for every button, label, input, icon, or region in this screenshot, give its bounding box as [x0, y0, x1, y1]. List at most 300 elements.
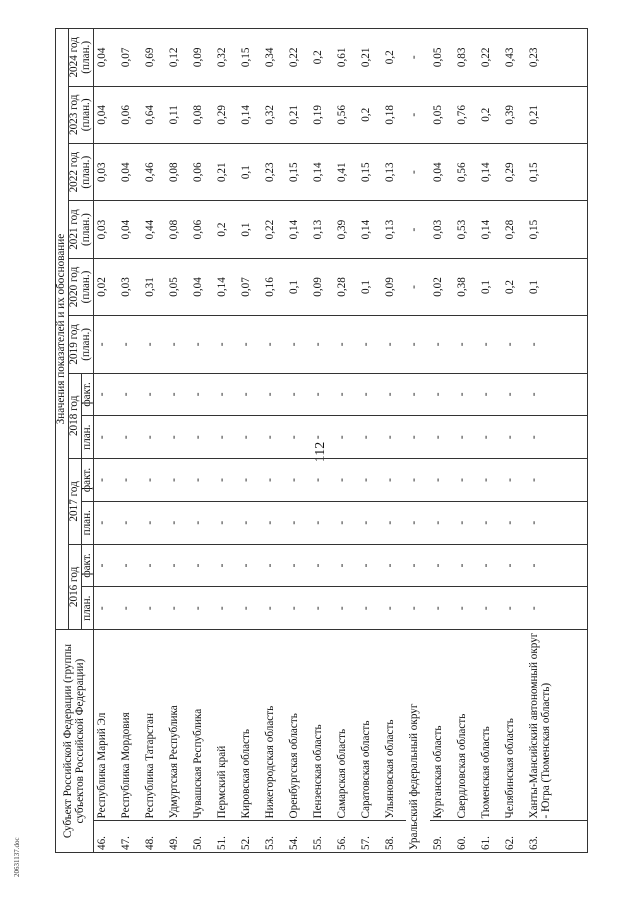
value-cell: - — [310, 416, 334, 459]
table-row — [358, 29, 382, 853]
subject-name: Курганская область — [430, 630, 454, 821]
table-row — [310, 29, 334, 853]
value-cell: 0,15 — [238, 29, 262, 87]
row-number: 46. — [94, 821, 119, 853]
value-cell: - — [262, 316, 286, 373]
value-cell: - — [382, 501, 406, 544]
year-2024-header: 2024 год (план.) — [68, 29, 94, 87]
value-cell: 0,08 — [166, 201, 190, 258]
value-cell: 0,2 — [502, 258, 526, 315]
value-cell: 0,23 — [262, 143, 286, 200]
plan-2017-header: план. — [81, 501, 94, 544]
value-cell: - — [214, 373, 238, 416]
value-cell: 0,64 — [142, 86, 166, 143]
value-cell: - — [190, 544, 214, 587]
row-number: 56. — [334, 821, 358, 853]
value-cell: 0,02 — [94, 258, 119, 315]
value-cell: 0,06 — [190, 143, 214, 200]
value-cell: - — [238, 501, 262, 544]
rotated-table-container — [55, 28, 633, 853]
value-cell: 0,56 — [454, 143, 478, 200]
table-row — [190, 29, 214, 853]
value-cell: - — [94, 373, 119, 416]
value-cell: - — [310, 373, 334, 416]
value-cell: 0,2 — [382, 29, 406, 87]
value-cell: - — [406, 258, 430, 315]
value-cell: 0,56 — [334, 86, 358, 143]
value-cell: 0,04 — [118, 201, 142, 258]
row-number: 58. — [382, 821, 406, 853]
value-cell: - — [142, 416, 166, 459]
value-cell: - — [406, 316, 430, 373]
year-2022-header: 2022 год (план.) — [68, 143, 94, 200]
value-cell: - — [118, 544, 142, 587]
value-cell: - — [478, 316, 502, 373]
subject-name: Ханты-Мансийский автономный округ - Югра (Тюменская область) — [526, 630, 588, 821]
value-cell: - — [454, 587, 478, 630]
value-cell: - — [166, 501, 190, 544]
value-cell: 0,12 — [166, 29, 190, 87]
value-cell: - — [382, 544, 406, 587]
value-cell: - — [478, 459, 502, 502]
value-cell: 0,05 — [430, 86, 454, 143]
value-cell: 0,22 — [262, 201, 286, 258]
value-cell: - — [118, 373, 142, 416]
value-cell: - — [430, 587, 454, 630]
group-header: Значения показателей и их обоснование — [56, 29, 69, 630]
subject-name: Удмуртская Республика — [166, 630, 190, 821]
value-cell: - — [142, 544, 166, 587]
value-cell: - — [382, 587, 406, 630]
value-cell: 0,21 — [358, 29, 382, 87]
value-cell: - — [334, 459, 358, 502]
value-cell: - — [406, 29, 430, 87]
table-row — [478, 29, 502, 853]
subject-name: Республика Мордовия — [118, 630, 142, 821]
row-number: 61. — [478, 821, 502, 853]
value-cell: - — [142, 316, 166, 373]
value-cell: 0,02 — [430, 258, 454, 315]
subject-header: Субъект Российской Федерации (группы субъектов Российской Федерации) — [56, 630, 94, 853]
value-cell: 0,32 — [214, 29, 238, 87]
value-cell: - — [286, 316, 310, 373]
value-cell: - — [142, 587, 166, 630]
value-cell: - — [310, 459, 334, 502]
value-cell: 0,05 — [430, 29, 454, 87]
district-name: Уральский федеральный округ — [406, 630, 430, 853]
value-cell: - — [190, 501, 214, 544]
value-cell: 0,29 — [502, 143, 526, 200]
value-cell: 0,03 — [94, 143, 119, 200]
value-cell: - — [454, 316, 478, 373]
value-cell: - — [238, 416, 262, 459]
subject-name: Нижегородская область — [262, 630, 286, 821]
value-cell: 0,53 — [454, 201, 478, 258]
value-cell: - — [142, 373, 166, 416]
value-cell: - — [526, 587, 588, 630]
value-cell: - — [526, 316, 588, 373]
row-number: 47. — [118, 821, 142, 853]
value-cell: - — [190, 316, 214, 373]
value-cell: 0,38 — [454, 258, 478, 315]
value-cell: 0,13 — [382, 201, 406, 258]
value-cell: 0,21 — [526, 86, 588, 143]
value-cell: 0,09 — [310, 258, 334, 315]
value-cell: - — [358, 501, 382, 544]
value-cell: - — [430, 316, 454, 373]
year-2021-header: 2021 год (план.) — [68, 201, 94, 258]
value-cell: - — [430, 501, 454, 544]
subject-name: Самарская область — [334, 630, 358, 821]
value-cell: - — [406, 459, 430, 502]
value-cell: - — [358, 587, 382, 630]
page-number: 112 — [313, 441, 328, 463]
value-cell: - — [190, 587, 214, 630]
value-cell: - — [358, 459, 382, 502]
value-cell: - — [382, 459, 406, 502]
value-cell: 0,22 — [478, 29, 502, 87]
value-cell: 0,04 — [118, 143, 142, 200]
subject-name: Ульяновская область — [382, 630, 406, 821]
row-number: 52. — [238, 821, 262, 853]
value-cell: 0,2 — [358, 86, 382, 143]
value-cell: 0,29 — [214, 86, 238, 143]
value-cell: 0,04 — [430, 143, 454, 200]
value-cell: 0,32 — [262, 86, 286, 143]
value-cell: 0,28 — [502, 201, 526, 258]
value-cell: - — [214, 416, 238, 459]
value-cell: - — [262, 459, 286, 502]
value-cell: - — [334, 416, 358, 459]
value-cell: - — [238, 373, 262, 416]
value-cell: - — [214, 544, 238, 587]
value-cell: - — [454, 459, 478, 502]
year-2016-header: 2016 год — [68, 544, 81, 630]
value-cell: - — [286, 416, 310, 459]
table-row — [406, 29, 430, 853]
value-cell: - — [310, 544, 334, 587]
value-cell: - — [406, 143, 430, 200]
value-cell: 0,1 — [286, 258, 310, 315]
fact-2016-header: факт. — [81, 544, 94, 587]
value-cell: 0,03 — [118, 258, 142, 315]
subject-name: Саратовская область — [358, 630, 382, 821]
value-cell: - — [94, 416, 119, 459]
value-cell: - — [238, 544, 262, 587]
row-number: 54. — [286, 821, 310, 853]
table-row — [286, 29, 310, 853]
value-cell: - — [502, 459, 526, 502]
value-cell: - — [406, 373, 430, 416]
value-cell: - — [526, 501, 588, 544]
value-cell: 0,61 — [334, 29, 358, 87]
value-cell: 0,15 — [358, 143, 382, 200]
row-number: 59. — [430, 821, 454, 853]
value-cell: - — [334, 373, 358, 416]
value-cell: - — [310, 587, 334, 630]
value-cell: 0,1 — [238, 201, 262, 258]
subject-name: Тюменская область — [478, 630, 502, 821]
year-2019-header: 2019 год (план.) — [68, 316, 94, 373]
value-cell: - — [166, 587, 190, 630]
value-cell: - — [406, 201, 430, 258]
table-row — [262, 29, 286, 853]
value-cell: - — [334, 544, 358, 587]
row-number: 49. — [166, 821, 190, 853]
value-cell: - — [214, 459, 238, 502]
value-cell: 0,06 — [118, 86, 142, 143]
value-cell: - — [454, 544, 478, 587]
value-cell: - — [286, 459, 310, 502]
subject-name: Пермский край — [214, 630, 238, 821]
value-cell: - — [454, 373, 478, 416]
value-cell: - — [214, 501, 238, 544]
value-cell: - — [358, 373, 382, 416]
value-cell: 0,1 — [238, 143, 262, 200]
value-cell: - — [382, 373, 406, 416]
value-cell: 0,83 — [454, 29, 478, 87]
value-cell: - — [166, 316, 190, 373]
value-cell: - — [262, 373, 286, 416]
value-cell: - — [262, 587, 286, 630]
value-cell: - — [406, 416, 430, 459]
fact-2018-header: факт. — [81, 373, 94, 416]
row-number: 63. — [526, 821, 588, 853]
value-cell: - — [94, 587, 119, 630]
value-cell: 0,11 — [166, 86, 190, 143]
value-cell: - — [286, 544, 310, 587]
subject-name: Оренбургская область — [286, 630, 310, 821]
row-number: 51. — [214, 821, 238, 853]
value-cell: - — [454, 416, 478, 459]
table-row — [382, 29, 406, 853]
value-cell: - — [190, 373, 214, 416]
value-cell: 0,2 — [310, 29, 334, 87]
subject-name: Пензенская область — [310, 630, 334, 821]
value-cell: 0,2 — [214, 201, 238, 258]
value-cell: - — [262, 416, 286, 459]
value-cell: 0,39 — [334, 201, 358, 258]
row-number: 50. — [190, 821, 214, 853]
value-cell: - — [502, 416, 526, 459]
value-cell: 0,16 — [262, 258, 286, 315]
value-cell: - — [310, 316, 334, 373]
subject-name: Свердловская область — [454, 630, 478, 821]
value-cell: - — [406, 501, 430, 544]
row-number: 62. — [502, 821, 526, 853]
value-cell: - — [286, 501, 310, 544]
row-number: 57. — [358, 821, 382, 853]
value-cell: - — [478, 416, 502, 459]
value-cell: 0,39 — [502, 86, 526, 143]
indicators-table — [55, 28, 588, 853]
table-row — [430, 29, 454, 853]
value-cell: 0,23 — [526, 29, 588, 87]
value-cell: - — [262, 501, 286, 544]
value-cell: 0,08 — [190, 86, 214, 143]
value-cell: - — [142, 459, 166, 502]
value-cell: - — [238, 459, 262, 502]
value-cell: 0,04 — [94, 29, 119, 87]
value-cell: - — [406, 587, 430, 630]
value-cell: 0,07 — [118, 29, 142, 87]
value-cell: 0,14 — [478, 143, 502, 200]
subject-name: Челябинская область — [502, 630, 526, 821]
value-cell: - — [382, 416, 406, 459]
value-cell: - — [262, 544, 286, 587]
value-cell: - — [406, 544, 430, 587]
value-cell: - — [430, 416, 454, 459]
value-cell: - — [502, 373, 526, 416]
value-cell: - — [526, 373, 588, 416]
table-row — [334, 29, 358, 853]
row-number: 53. — [262, 821, 286, 853]
value-cell: 0,03 — [430, 201, 454, 258]
value-cell: - — [190, 416, 214, 459]
row-number: 60. — [454, 821, 478, 853]
value-cell: - — [286, 587, 310, 630]
value-cell: 0,21 — [286, 86, 310, 143]
value-cell: 0,15 — [286, 143, 310, 200]
value-cell: 0,05 — [166, 258, 190, 315]
value-cell: - — [358, 316, 382, 373]
row-number: 48. — [142, 821, 166, 853]
value-cell: - — [430, 459, 454, 502]
value-cell: 0,08 — [166, 143, 190, 200]
value-cell: 0,15 — [526, 201, 588, 258]
value-cell: - — [334, 501, 358, 544]
value-cell: 0,14 — [286, 201, 310, 258]
value-cell: 0,07 — [238, 258, 262, 315]
value-cell: - — [118, 316, 142, 373]
value-cell: - — [214, 316, 238, 373]
value-cell: - — [526, 459, 588, 502]
value-cell: - — [334, 316, 358, 373]
value-cell: - — [502, 587, 526, 630]
value-cell: - — [502, 316, 526, 373]
value-cell: 0,15 — [526, 143, 588, 200]
value-cell: - — [94, 316, 119, 373]
value-cell: 0,31 — [142, 258, 166, 315]
value-cell: - — [334, 587, 358, 630]
value-cell: 0,03 — [94, 201, 119, 258]
value-cell: 0,46 — [142, 143, 166, 200]
document-id: 20631137.doc — [13, 837, 21, 877]
value-cell: - — [502, 501, 526, 544]
value-cell: 0,69 — [142, 29, 166, 87]
value-cell: 0,18 — [382, 86, 406, 143]
table-row — [166, 29, 190, 853]
subject-name: Кировская область — [238, 630, 262, 821]
value-cell: 0,34 — [262, 29, 286, 87]
value-cell: - — [166, 459, 190, 502]
value-cell: - — [526, 416, 588, 459]
value-cell: 0,09 — [382, 258, 406, 315]
fact-2017-header: факт. — [81, 459, 94, 502]
value-cell: - — [526, 544, 588, 587]
value-cell: - — [238, 316, 262, 373]
subject-name: Республика Татарстан — [142, 630, 166, 821]
value-cell: - — [382, 316, 406, 373]
value-cell: - — [478, 501, 502, 544]
value-cell: 0,14 — [310, 143, 334, 200]
value-cell: - — [286, 373, 310, 416]
value-cell: 0,2 — [478, 86, 502, 143]
value-cell: - — [310, 501, 334, 544]
year-2020-header: 2020 год (план.) — [68, 258, 94, 315]
value-cell: - — [502, 544, 526, 587]
subject-name: Республика Марий Эл — [94, 630, 119, 821]
value-cell: 0,09 — [190, 29, 214, 87]
value-cell: - — [166, 544, 190, 587]
value-cell: 0,22 — [286, 29, 310, 87]
value-cell: 0,14 — [358, 201, 382, 258]
table-row — [94, 29, 119, 853]
value-cell: - — [454, 501, 478, 544]
plan-2018-header: план. — [81, 416, 94, 459]
table-row — [142, 29, 166, 853]
value-cell: - — [94, 501, 119, 544]
value-cell: 0,44 — [142, 201, 166, 258]
value-cell: - — [430, 544, 454, 587]
value-cell: 0,14 — [238, 86, 262, 143]
value-cell: - — [118, 587, 142, 630]
value-cell: 0,13 — [382, 143, 406, 200]
value-cell: 0,14 — [478, 201, 502, 258]
value-cell: - — [142, 501, 166, 544]
value-cell: 0,43 — [502, 29, 526, 87]
value-cell: - — [214, 587, 238, 630]
value-cell: 0,1 — [358, 258, 382, 315]
value-cell: - — [478, 544, 502, 587]
value-cell: - — [406, 86, 430, 143]
value-cell: 0,13 — [310, 201, 334, 258]
value-cell: - — [430, 373, 454, 416]
value-cell: 0,14 — [214, 258, 238, 315]
table-row — [526, 29, 588, 853]
year-2017-header: 2017 год — [68, 459, 81, 545]
value-cell: 0,04 — [190, 258, 214, 315]
value-cell: 0,76 — [454, 86, 478, 143]
value-cell: - — [478, 587, 502, 630]
year-2018-header: 2018 год — [68, 373, 81, 459]
value-cell: 0,1 — [526, 258, 588, 315]
table-row — [238, 29, 262, 853]
value-cell: - — [94, 544, 119, 587]
value-cell: - — [358, 416, 382, 459]
value-cell: - — [118, 459, 142, 502]
value-cell: 0,41 — [334, 143, 358, 200]
value-cell: 0,1 — [478, 258, 502, 315]
table-row — [502, 29, 526, 853]
value-cell: 0,04 — [94, 86, 119, 143]
value-cell: - — [190, 459, 214, 502]
table-row — [118, 29, 142, 853]
value-cell: - — [238, 587, 262, 630]
value-cell: 0,19 — [310, 86, 334, 143]
value-cell: - — [166, 373, 190, 416]
table-body — [94, 29, 588, 853]
value-cell: - — [118, 501, 142, 544]
value-cell: - — [94, 459, 119, 502]
value-cell: 0,28 — [334, 258, 358, 315]
table-row — [214, 29, 238, 853]
year-2023-header: 2023 год (план.) — [68, 86, 94, 143]
value-cell: - — [166, 416, 190, 459]
value-cell: 0,06 — [190, 201, 214, 258]
table-row — [454, 29, 478, 853]
value-cell: - — [118, 416, 142, 459]
